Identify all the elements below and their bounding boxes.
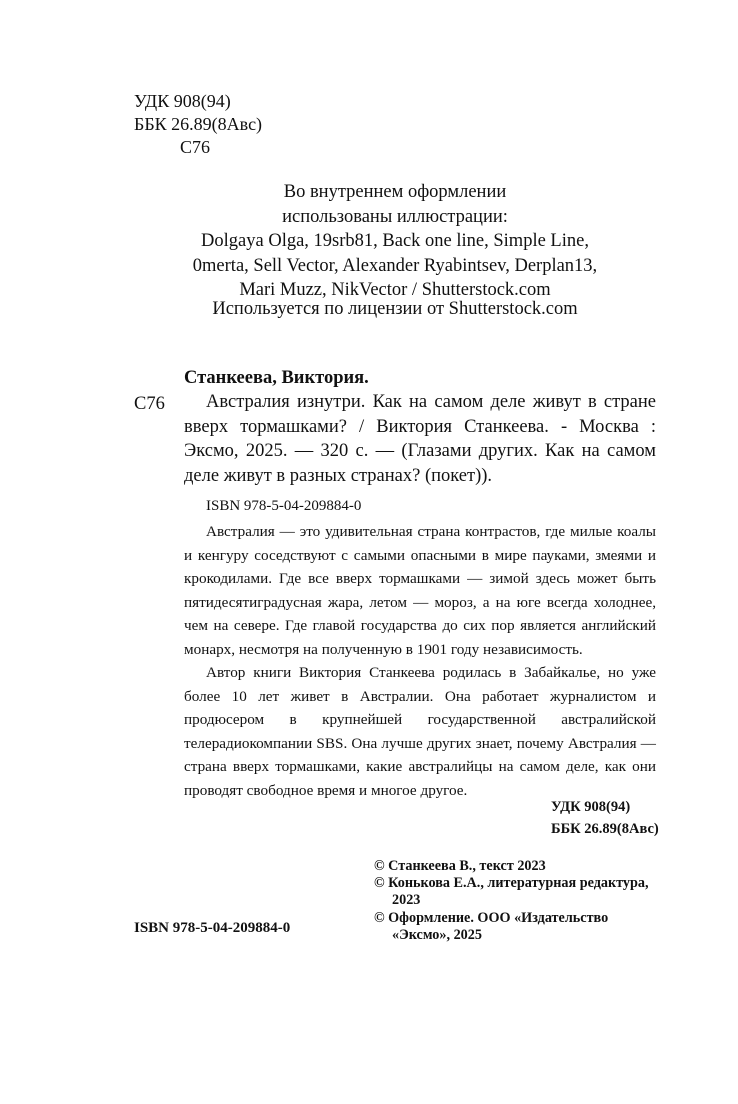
footer-classification (551, 796, 659, 840)
footer-udk: УДК 908(94) (551, 799, 631, 815)
footer-isbn: ISBN 978-5-04-209884-0 (134, 920, 291, 936)
bibliographic-description: Австралия изнутри. Как на самом деле живут в стране вверх тормашками? / Виктория Станкеева. - Москва : Эксмо, 2025. — 320 с. — (Глазами других. Как на самом деле живут в разных странах? (покет)). (184, 392, 656, 486)
record-isbn: ISBN 978-5-04-209884-0 (206, 498, 362, 514)
copyright-block (374, 858, 654, 944)
annotation (184, 520, 656, 802)
credits-line: Во внутреннем оформлении (283, 182, 507, 202)
record-author: Станкеева, Виктория. (184, 368, 369, 388)
credits-line: использованы иллюстрации: (282, 206, 508, 227)
credits-line: Mari Muzz, NikVector / Shutterstock.com (239, 280, 551, 300)
author-code: С76 (180, 137, 211, 157)
annotation-paragraph: Автор книги Виктория Станкеева родилась в Забайкалье, но уже более 10 лет живет в Австралии. Она работает журналистом и продюсером в крупнейшей государственной австралийской телерадиокомпании SBS. Она лучше других знает, почему Австралия — страна вверх тормашками, какие австралийцы на самом деле, как они проводят свободное время и многое другое. (184, 664, 656, 799)
record-code: С76 (134, 394, 165, 414)
credits-line: 0merta, Sell Vector, Alexander Ryabintsev, Derplan13, (192, 255, 598, 276)
copyright-item: © Станкеева В., текст 2023 (374, 858, 546, 874)
copyright-item: © Конькова Е.А., литературная редактура, 2023 (374, 875, 649, 909)
license-note: Используется по лицензии от Shutterstock.com (212, 299, 578, 319)
copyright-item: © Оформление. ООО «Издательство «Эксмо», 2025 (374, 909, 609, 943)
classification-block (134, 90, 262, 159)
annotation-paragraph: Австралия — это удивительная страна контрастов, где милые коалы и кенгуру соседствуют с самыми опасными в мире пауками, змеями и крокодилами. Где все вверх тормашками — зимой здесь может быть пятидесятиградусная жара, летом — мороз, а на юге всегда холоднее, чем на севере. Где главой государства до сих пор является английский монарх, несмотря на полученную в 1901 году независимость. (184, 523, 656, 658)
udk-code: УДК 908(94) (134, 91, 231, 111)
illustration-credits (150, 180, 640, 303)
bbk-code: ББК 26.89(8Авс) (134, 114, 263, 134)
credits-line: Dolgaya Olga, 19srb81, Back one line, Simple Line, (201, 231, 589, 251)
footer-bbk: ББК 26.89(8Авс) (551, 821, 659, 837)
